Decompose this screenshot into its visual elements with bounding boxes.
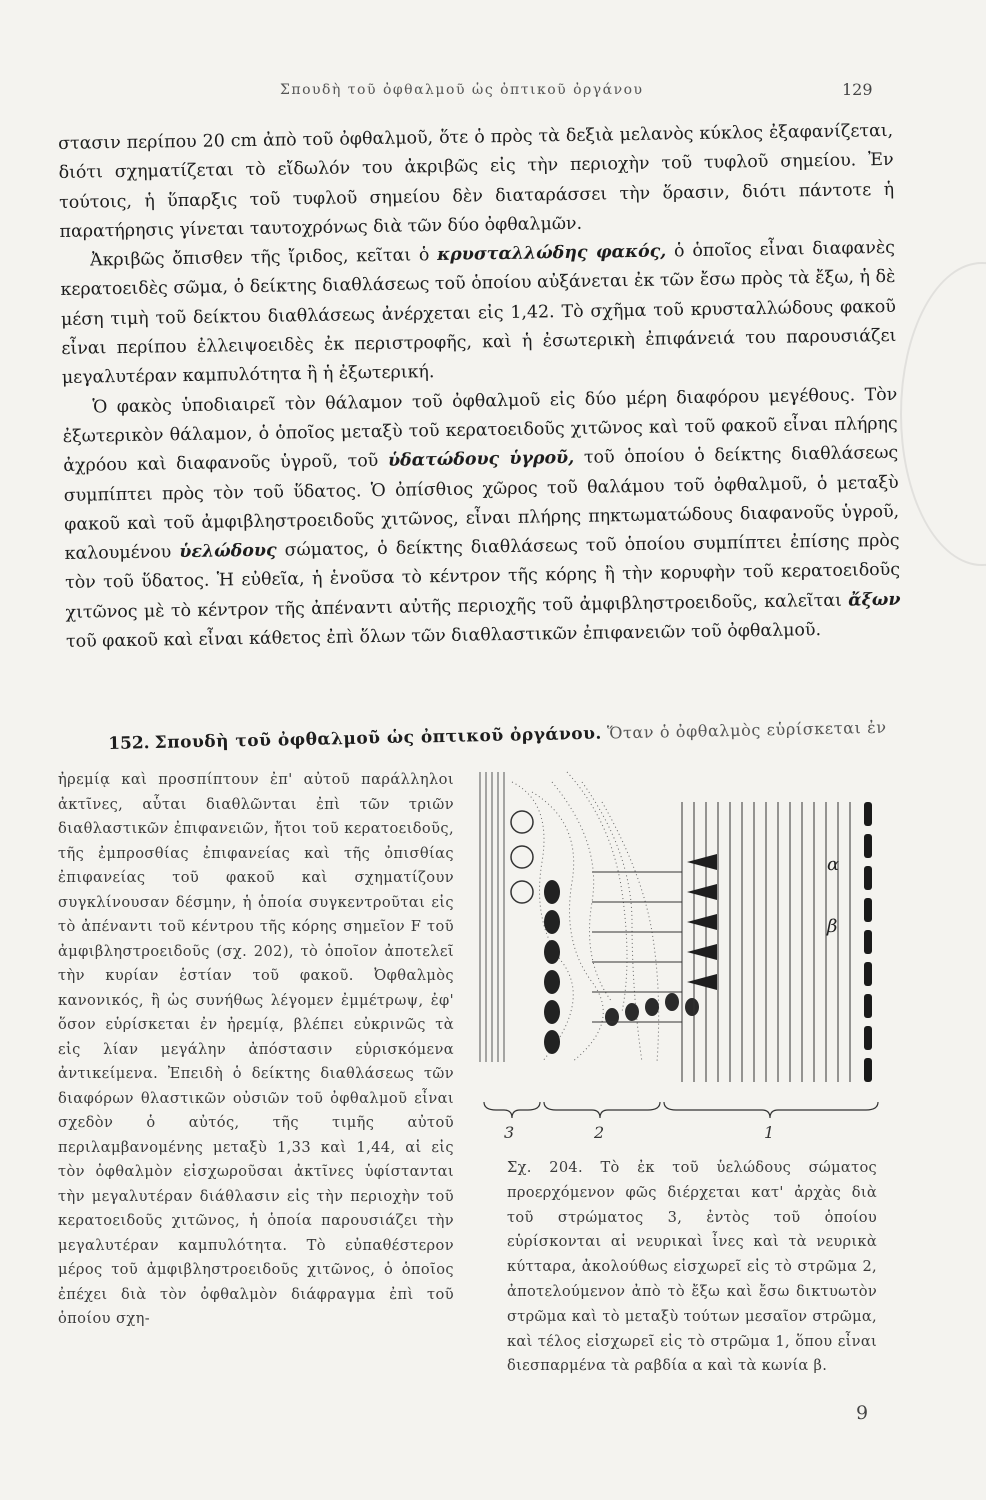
nerve-fiber-lines (480, 772, 504, 1062)
section-number: 152. (108, 733, 150, 754)
term-vitreous: ὑελώδους (179, 540, 277, 563)
signature-mark: 9 (856, 1402, 869, 1424)
library-stamp (900, 262, 986, 566)
page-number: 129 (842, 80, 873, 99)
section-title: Σπουδὴ τοῦ ὀφθαλμοῦ ὡς ὀπτικοῦ ὀργάνου. (154, 723, 603, 754)
nuclear-layer (605, 993, 699, 1026)
retina-figure (472, 762, 892, 1142)
paragraph-2: Ἀκριβῶς ὄπισθεν τῆς ἴριδος, κεῖται ὁ κρυσταλλώδης φακός, ὁ ὁποῖος εἶναι διαφανὲς κερατοειδὲς σῶμα, ὁ δείκτης διαθλάσεως τοῦ ὁποίου αὐξάνεται ἐκ τῶν ἔσω πρὸς τὰ ἔξω, ἡ δὲ μέση τιμὴ τοῦ δείκτου διαθλάσεως ἀνέρχεται εἰς 1,42. Τὸ σχῆμα τοῦ κρυσταλλώδους φακοῦ εἶναι περίπου ἐλλειψοειδὲς ἐκ περιστροφῆς, καὶ ἡ ἐσωτερικὴ ἐπιφάνειά του παρουσιάζει μεγαλυτέραν καμπυλότητα ἢ ἡ ἐξωτερική. (60, 238, 897, 389)
paragraph-3: Ὁ φακὸς ὑποδιαιρεῖ τὸν θάλαμον τοῦ ὀφθαλμοῦ εἰς δύο μέρη διαφόρου μεγέθους. Τὸν ἐξωτερικὸν θάλαμον, ὁ ὁποῖος μεταξὺ τοῦ κερατοειδοῦς χιτῶνος καὶ τοῦ φακοῦ εἶναι πλήρης ἀχρόου καὶ διαφανοῦς ὑγροῦ, τοῦ ὑδατώδους ὑγροῦ, τοῦ ὁποίου ὁ δείκτης διαθλάσεως συμπίπτει πρὸς τὸν τοῦ ὕδατος. Ὁ ὀπίσθιος χῶρος τοῦ θαλάμου τοῦ ὀφθαλμοῦ, ὁ μεταξὺ φακοῦ καὶ τοῦ ἀμφιβληστροειδοῦς χιτῶνος, εἶναι πλήρης πηκτωματώδους διαφανοῦς ὑγροῦ, καλουμένου ὑελώδους σώματος, ὁ δείκτης διαθλάσεως τοῦ ὁποίου συμπίπτει ἐπίσης πρὸς τὸν τοῦ ὕδατος. Ἡ εὐθεῖα, ἡ ἑνοῦσα τὸ κέντρον τῆς κόρης ἢ τὴν κορυφὴν τοῦ κερατοειδοῦς χιτῶνος μὲ τὸ κέντρον τῆς ἀπέναντι αὐτῆς περιοχῆς τοῦ ἀμφιβληστροειδοῦς, καλεῖται ἄξων τοῦ φακοῦ καὶ εἶναι κάθετος ἐπὶ ὅλων τῶν διαθλαστικῶν ἐπιφανειῶν τοῦ ὀφθαλμοῦ. (62, 384, 901, 652)
caption-text: Σχ. 204. Τὸ ἐκ τοῦ ὑελώδους σώματος προερχόμενον φῶς διέρχεται κατ' ἀρχὰς διὰ τοῦ στρώματος 3, ἐντὸς τοῦ ὁποίου εὑρίσκονται αἱ νευρικαὶ ἶνες καὶ τὰ νευρικὰ κύτταρα, ἀκολούθως εἰσχωρεῖ εἰς τὸ στρῶμα 2, ἀποτελούμενον ἀπὸ τὸ ἔξω καὶ ἔσω δικτυωτὸν στρῶμα καὶ τὸ μεταξὺ τούτων μεσαῖον στρῶμα, καὶ τέλος εἰσχωρεῖ εἰς τὸ στρῶμα 1, ὅπου εἶναι διεσπαρμένα τὰ ραβδία α καὶ τὰ κωνία β. (507, 1159, 877, 1375)
bipolar-cells (544, 880, 560, 1054)
layer-label-2: 2 (594, 1123, 605, 1142)
term-aqueous-humor: ὑδατώδους ὑγροῦ, (387, 448, 575, 472)
paragraph-1: στασιν περίπου 20 cm ἀπὸ τοῦ ὀφθαλμοῦ, ὅτε ὁ πρὸς τὰ δεξιὰ μελανὸς κύκλος ἐξαφανίζεται, διότι σχηματίζεται τὸ εἴδωλόν του ἀκριβῶς εἰς τὴν περιοχὴν τοῦ τυφλοῦ σημείου. Ἐν τούτοις, ἡ ὕπαρξις τοῦ τυφλοῦ σημείου δὲν διαταράσσει τὴν ὅρασιν, διότι πάντοτε ἡ παρατήρησις γίνεται ταυτοχρόνως διὰ τῶν δύο ὀφθαλμῶν. (58, 120, 895, 242)
figure-label-beta: β (827, 916, 838, 937)
section-heading (108, 717, 898, 754)
running-title: Σπουδὴ τοῦ ὀφθαλμοῦ ὡς ὀπτικοῦ ὀργάνου (280, 82, 644, 98)
layer-label-1: 1 (764, 1123, 775, 1142)
ganglion-cells (511, 811, 533, 903)
photoreceptor-bars (864, 802, 872, 1082)
left-column-text (58, 768, 454, 1332)
main-text (58, 117, 901, 657)
layer-label-3: 3 (504, 1123, 515, 1142)
section-continuation: Ὅταν ὁ ὀφθαλμὸς εὑρίσκεται ἐν (606, 717, 887, 743)
cone-shapes (687, 854, 717, 990)
left-column-paragraph: ἠρεμίᾳ καὶ προσπίπτουν ἐπ' αὐτοῦ παράλληλοι ἀκτῖνες, αὗται διαθλῶνται ἐπὶ τῶν τριῶν διαθλαστικῶν ἐπιφανειῶν, ἤτοι τοῦ κερατοειδοῦς, τῆς ἐμπροσθίας ἐπιφανείας καὶ τῆς ὀπισθίας ἐπιφανείας τοῦ φακοῦ καὶ σχηματίζουν συγκλίνουσαν δέσμην, ἡ ὁποία συγκεντροῦται εἰς τὸ ἀπέναντι τοῦ κέντρου τῆς κόρης σημεῖον F τοῦ ἀμφιβληστροειδοῦς (σχ. 202), τὸ ὁποῖον ἀποτελεῖ τὴν κυρίαν ἑστίαν τοῦ φακοῦ. Ὀφθαλμὸς κανονικός, ἢ ὡς συνήθως λέγομεν ἐμμέτρωψ, ἐφ' ὅσον εὑρίσκεται ἐν ἠρεμίᾳ, βλέπει εὐκρινῶς τὰ εἰς λίαν μεγάλην ἀπόστασιν εὑρισκόμενα ἀντικείμενα. Ἐπειδὴ ὁ δείκτης διαθλάσεως τῶν διαφόρων θλαστικῶν οὐσιῶν τοῦ ὀφθαλμοῦ εἶναι σχεδὸν ὁ αὐτός, τῆς τιμῆς αὐτοῦ περιλαμβανομένης μεταξὺ 1,33 καὶ 1,44, αἱ εἰς τὸν ὀφθαλμὸν εἰσχωροῦσαι ἀκτῖνες ὑφίστανται τὴν μεγαλυτέραν διάθλασιν εἰς τὴν περιοχὴν τοῦ κερατοειδοῦς χιτῶνος, ἡ ὁποία παρουσιάζει τὴν μεγαλυτέραν καμπυλότητα. Τὸ εὐπαθέστερον μέρος τοῦ ἀμφιβληστροειδοῦς χιτῶνος, ὁ ὁποῖος ἐπέχει διὰ τὸν ὀφθαλμὸν διάφραγμα ἐπὶ τοῦ ὁποίου σχη- (58, 771, 454, 1327)
figure-caption (507, 1156, 877, 1379)
layer-braces (484, 1102, 878, 1118)
figure-label-alpha: α (827, 854, 840, 875)
term-axis: ἄξων (848, 589, 901, 611)
term-crystalline-lens: κρυσταλλώδης φακός, (437, 241, 667, 266)
outer-fibers (682, 802, 850, 1082)
